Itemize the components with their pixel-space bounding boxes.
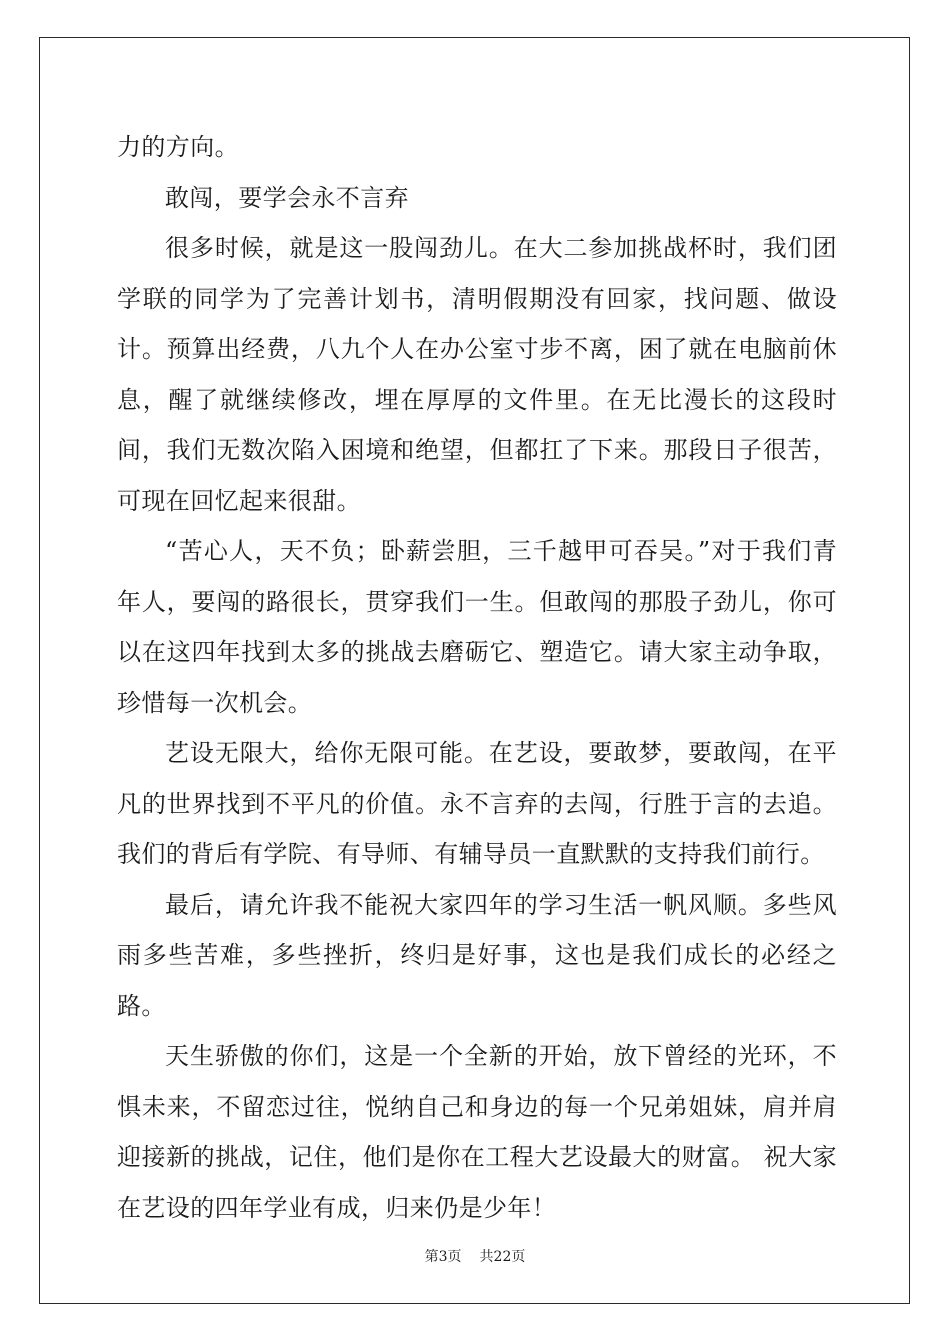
- document-body: [117, 122, 837, 1233]
- page-footer: [0, 1246, 950, 1266]
- page-number: 第3页: [424, 1249, 462, 1265]
- section-heading: 敢闯，要学会永不言弃: [165, 183, 409, 212]
- paragraph: 最后，请允许我不能祝大家四年的学习生活一帆风顺。多些风雨多些苦难，多些挫折，终归是好事，这也是我们成长的必经之路。: [117, 890, 837, 1020]
- paragraph: “苦心人，天不负；卧薪尝胆，三千越甲可吞吴。”对于我们青年人，要闯的路很长，贯穿我们一生。但敢闯的那股子劲儿，你可以在这四年找到太多的挑战去磨砺它、塑造它。请大家主动争取，珍惜每一次机会。: [117, 537, 837, 717]
- paragraph: 力的方向。: [117, 133, 239, 161]
- paragraph: 很多时候，就是这一股闯劲儿。在大二参加挑战杯时，我们团学联的同学为了完善计划书，清明假期没有回家，找问题、做设计。预算出经费，八九个人在办公室寸步不离，困了就在电脑前休息，醒了就继续修改，埋在厚厚的文件里。在无比漫长的这段时间，我们无数次陷入困境和绝望，但都扛了下来。那段日子很苦，可现在回忆起来很甜。: [117, 234, 837, 515]
- paragraph: 天生骄傲的你们，这是一个全新的开始，放下曾经的光环，不惧未来，不留恋过往，悦纳自己和身边的每一个兄弟姐妹，肩并肩迎接新的挑战，记住，他们是你在工程大艺设最大的财富。 祝大家在艺设的四年学业有成，归来仍是少年！: [117, 1042, 837, 1222]
- page-total: 共22页: [479, 1249, 526, 1265]
- paragraph: 艺设无限大，给你无限可能。在艺设，要敢梦，要敢闯，在平凡的世界找到不平凡的价值。永不言弃的去闯，行胜于言的去追。我们的背后有学院、有导师、有辅导员一直默默的支持我们前行。: [117, 739, 837, 868]
